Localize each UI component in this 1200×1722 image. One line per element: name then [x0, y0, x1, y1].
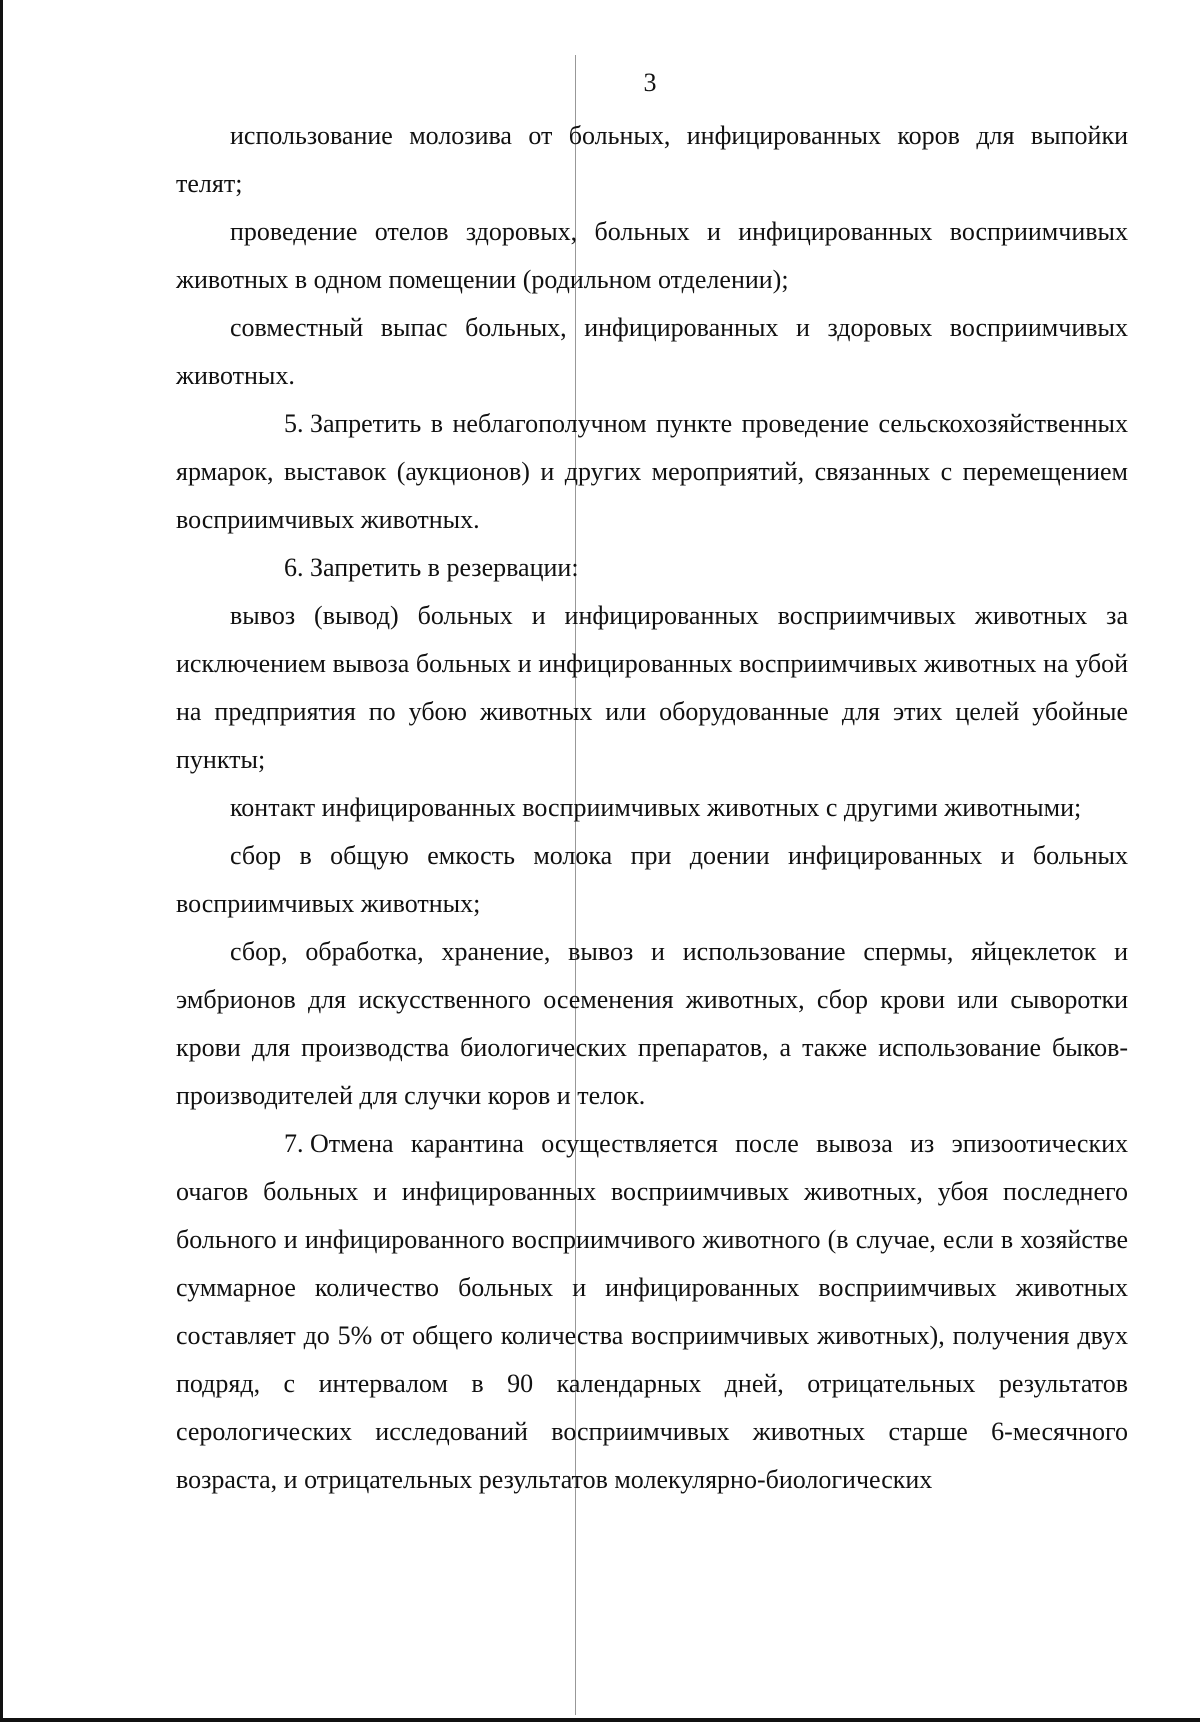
paragraph-item-5	[176, 400, 1128, 544]
scan-edge-left	[0, 0, 3, 1722]
scan-edge-bottom	[0, 1718, 1200, 1722]
paragraph-item-7	[176, 1120, 1128, 1504]
paragraph-grazing: совместный выпас больных, инфицированных и здоровых восприимчивых животных.	[176, 313, 1128, 390]
document-body	[176, 112, 1128, 1504]
paragraph-colostrum: использование молозива от больных, инфицированных коров для выпойки телят;	[176, 121, 1128, 198]
item-number-7: 7.	[284, 1129, 304, 1158]
item-number-6: 6.	[284, 553, 304, 582]
item-number-5: 5.	[284, 409, 304, 438]
paragraph-export: вывоз (вывод) больных и инфицированных восприимчивых животных за исключением вывоза больных и инфицированных восприимчивых животных на убой на предприятия по убою животных или оборудованные для этих целей убойные пункты;	[176, 601, 1128, 774]
page-number: 3	[643, 68, 657, 97]
paragraph-sperm: сбор, обработка, хранение, вывоз и использование спермы, яйцеклеток и эмбрионов для искусственного осеменения животных, сбор крови или сыворотки крови для производства биологических препаратов, а также использование быков-производителей для случки коров и телок.	[176, 937, 1128, 1110]
paragraph-milk: сбор в общую емкость молока при доении инфицированных и больных восприимчивых животных;	[176, 841, 1128, 918]
paragraph-item-6	[176, 544, 1128, 592]
item-text-5: Запретить в неблагополучном пункте проведение сельскохозяйственных ярмарок, выставок (аукционов) и других мероприятий, связанных с перемещением восприимчивых животных.	[176, 409, 1128, 534]
item-text-6: Запретить в резервации:	[310, 553, 579, 582]
paragraph-contact: контакт инфицированных восприимчивых животных с другими животными;	[230, 793, 1082, 822]
item-text-7: Отмена карантина осуществляется после вывоза из эпизоотических очагов больных и инфицированных восприимчивых животных, убоя последнего больного и инфицированного восприимчивого животного (в случае, если в хозяйстве суммарное количество больных и инфицированных восприимчивых животных составляет до 5% от общего количества восприимчивых животных), получения двух подряд, с интервалом в 90 календарных дней, отрицательных результатов серологических исследований восприимчивых животных старше 6-месячного возраста, и отрицательных результатов молекулярно-биологических	[176, 1129, 1128, 1494]
paragraph-calving: проведение отелов здоровых, больных и инфицированных восприимчивых животных в одном помещении (родильном отделении);	[176, 217, 1128, 294]
